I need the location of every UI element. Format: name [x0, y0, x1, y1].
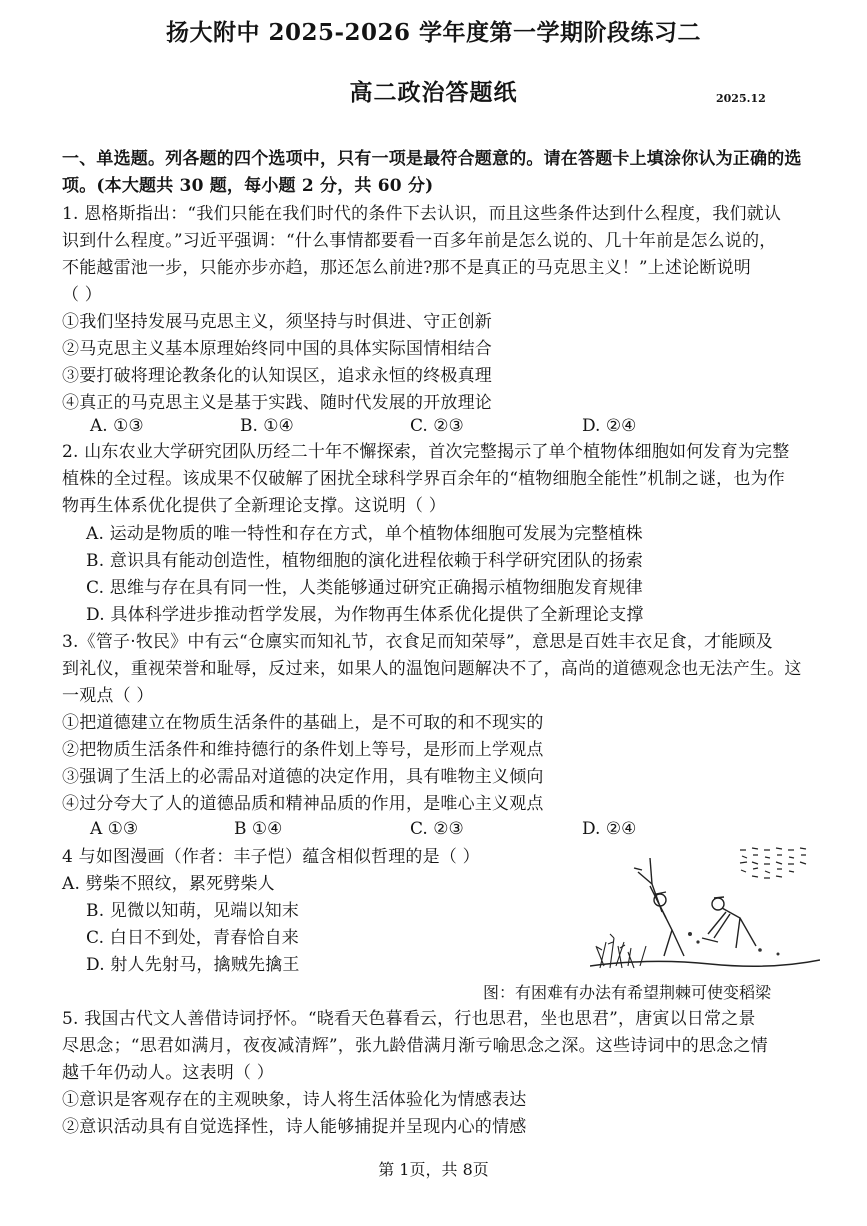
q4-stem: 4 与如图漫画（作者：丰子恺）蕴含相似哲理的是（ ）	[62, 847, 480, 867]
q2-stem-line: 2. 山东农业大学研究团队历经二十年不懈探索，首次完整揭示了单个植物体细胞如何发育为完整	[62, 442, 790, 462]
q3-item: ④过分夸大了人的道德品质和精神品质的作用，是唯心主义观点	[62, 794, 544, 814]
q3-item: ②把物质生活条件和维持德行的条件划上等号，是形而上学观点	[62, 740, 544, 760]
q1-stem-line: 识到什么程度。”习近平强调：“什么事情都要看一百多年前是怎么说的、几十年前是怎么说的，	[62, 231, 777, 251]
cartoon-illustration	[590, 838, 820, 978]
q4-option-d: D. 射人先射马，擒贼先擒王	[86, 955, 300, 975]
exam-title: 扬大附中 2025-2026 学年度第一学期阶段练习二	[165, 19, 702, 46]
q2-option-c: C. 思维与存在具有同一性，人类能够通过研究正确揭示植物细胞发育规律	[86, 578, 644, 598]
q1-item: ②马克思主义基本原理始终同中国的具体实际国情相结合	[62, 339, 492, 359]
q3-stem-line: 一观点（ ）	[62, 686, 154, 706]
q3-item: ③强调了生活上的必需品对道德的决定作用，具有唯物主义倾向	[62, 767, 544, 787]
q3-item: ①把道德建立在物质生活条件的基础上，是不可取的和不现实的	[62, 713, 544, 733]
thorn-bushes	[596, 934, 646, 968]
page-number: 第 1页，共 8页	[378, 1160, 489, 1179]
farmer-with-hoe	[634, 858, 684, 956]
q4-option-a: A. 劈柴不照纹，累死劈柴人	[62, 874, 275, 894]
section-heading-line-2: 项。(本大题共 30 题，每小题 2 分，共 60 分)	[62, 176, 434, 196]
calligraphy-inscription	[740, 848, 806, 878]
q1-item: ④真正的马克思主义是基于实践、随时代发展的开放理论	[62, 393, 492, 413]
q5-item: ②意识活动具有自觉选择性，诗人能够捕捉并呈现内心的情感	[62, 1117, 527, 1137]
q1-stem-line: 1. 恩格斯指出：“我们只能在我们时代的条件下去认识，而且这些条件达到什么程度，我们就认	[62, 204, 782, 224]
q3-option-c: C. ②③	[410, 819, 464, 839]
exam-date: 2025.12	[716, 92, 766, 105]
q5-item: ①意识是客观存在的主观映象，诗人将生活体验化为情感表达	[62, 1090, 527, 1110]
q1-option-c: C. ②③	[410, 416, 464, 436]
q2-option-a: A. 运动是物质的唯一特性和存在方式，单个植物体细胞可发展为完整植株	[86, 524, 643, 544]
farmer-bending	[702, 897, 756, 948]
q2-stem-line: 植株的全过程。该成果不仅破解了困扰全球科学界百余年的“植物细胞全能性”机制之谜，也为作	[62, 469, 785, 489]
q4-option-c: C. 白日不到处，青春恰自来	[86, 928, 300, 948]
q4-option-b: B. 见微以知萌，见端以知末	[86, 901, 300, 921]
q2-option-d: D. 具体科学进步推动哲学发展，为作物再生体系优化提供了全新理论支撑	[86, 605, 644, 625]
q1-item: ③要打破将理论教条化的认知误区，追求永恒的终极真理	[62, 366, 492, 386]
q3-option-a: A ①③	[90, 819, 139, 839]
q1-answer-blank: （ ）	[62, 285, 103, 305]
q1-option-a: A. ①③	[90, 416, 144, 436]
q5-stem-line: 尽思念；“思君如满月，夜夜减清辉”，张九龄借满月渐亏喻思念之深。这些诗词中的思念之情	[62, 1036, 768, 1056]
q3-stem-line: 3.《管子·牧民》中有云“仓廪实而知礼节，衣食足而知荣辱”，意思是百姓丰衣足食，才能顾及	[62, 632, 773, 652]
q2-option-b: B. 意识具有能动创造性，植物细胞的演化进程依赖于科学研究团队的扬索	[86, 551, 644, 571]
q3-option-d: D. ②④	[582, 819, 637, 839]
cartoon-caption: 图：有困难有办法有希望荆棘可使变稻梁	[483, 983, 772, 1002]
q3-option-b: B ①④	[234, 819, 283, 839]
q5-stem-line: 5. 我国古代文人善借诗词抒怀。“晓看天色暮看云，行也思君，坐也思君”，唐寅以日常之景	[62, 1009, 756, 1029]
q1-option-d: D. ②④	[582, 416, 637, 436]
q3-stem-line: 到礼仪，重视荣誉和耻辱，反过来，如果人的温饱问题解决不了，高尚的道德观念也无法产生。这	[62, 659, 802, 679]
exam-subtitle: 高二政治答题纸	[349, 79, 518, 106]
q1-stem-line: 不能越雷池一步，只能亦步亦趋，那还怎么前进?那不是真正的马克思主义！”上述论断说明	[62, 258, 752, 278]
q1-item: ①我们坚持发展马克思主义，须坚持与时俱进、守正创新	[62, 312, 492, 332]
q1-option-b: B. ①④	[240, 416, 294, 436]
q2-stem-line: 物再生体系优化提供了全新理论支撑。这说明（ ）	[62, 496, 447, 516]
q5-stem-line: 越千年仍动人。这表明（ ）	[62, 1063, 275, 1083]
section-heading-line-1: 一、单选题。列各题的四个选项中，只有一项是最符合题意的。请在答题卡上填涂你认为正确的选	[62, 149, 802, 169]
